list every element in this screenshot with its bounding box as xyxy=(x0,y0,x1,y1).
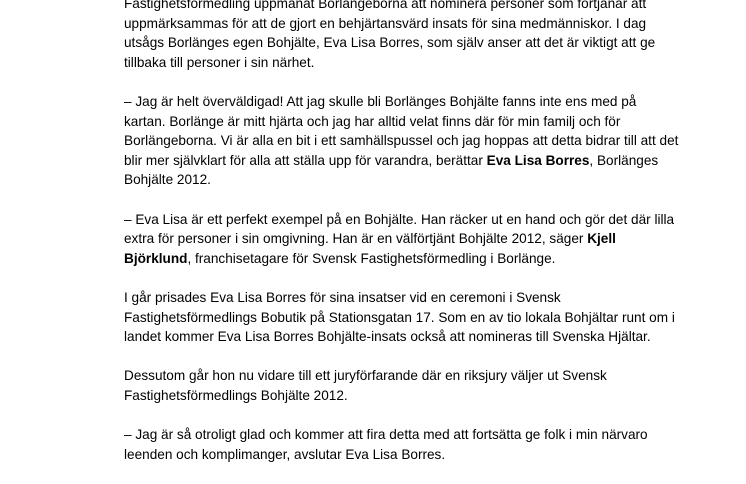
paragraph xyxy=(124,210,675,269)
document-body xyxy=(124,0,679,484)
text-line xyxy=(124,210,675,230)
text-line xyxy=(124,229,644,249)
paragraph xyxy=(124,0,656,72)
text-run: Fastighetsförmedlings Bohjälte 2012. xyxy=(124,387,348,403)
text-run: – Eva Lisa är ett perfekt exempel på en Bohjälte. Han räcker ut en hand och gör det där lilla xyxy=(124,211,675,227)
paragraph xyxy=(124,366,644,405)
text-line xyxy=(124,33,656,53)
text-line xyxy=(124,288,644,308)
text-line xyxy=(124,112,644,132)
text-line xyxy=(124,151,659,171)
text-line xyxy=(124,308,675,328)
text-run: Bohjälte 2012. xyxy=(124,172,211,188)
text-run: tillbaka till personer i sin närhet. xyxy=(124,54,315,70)
text-line xyxy=(124,445,644,465)
text-run: Fastighetsförmedling uppmanat Borlängeborna att nominera personer som förtjänar att xyxy=(124,0,647,11)
text-run: – Jag är helt överväldigad! Att jag skulle bli Borlänges Bohjälte fanns inte ens med på xyxy=(124,93,637,109)
text-run: Dessutom går hon nu vidare till ett juryförfarande där en riksjury väljer ut Svensk xyxy=(124,368,607,384)
text-run: kartan. Borlänge är mitt hjärta och jag har alltid velat finns där för min familj och för xyxy=(124,113,621,129)
paragraph xyxy=(124,288,675,347)
text-run: leenden och komplimanger, avslutar Eva Lisa Borres. xyxy=(124,446,446,462)
text-line xyxy=(124,366,644,386)
paragraph xyxy=(124,425,648,464)
bold-name-text: Eva Lisa Borres xyxy=(486,152,590,168)
text-run: , Borlänges xyxy=(589,152,659,168)
text-line xyxy=(124,53,644,73)
text-line xyxy=(124,386,644,406)
text-line xyxy=(124,249,644,269)
text-line xyxy=(124,0,647,14)
text-run: Fastighetsförmedlings Bobutik på Stationsgatan 17. Som en av tio lokala Bohjältar runt om i xyxy=(124,309,675,325)
text-line xyxy=(124,92,644,112)
text-run: – Jag är så otroligt glad och kommer att fira detta med att fortsätta ge folk i min närvaro xyxy=(124,427,648,443)
text-line xyxy=(124,131,679,151)
text-run: blir mer självklart för alla att ställa upp för varandra, berättar xyxy=(124,152,487,168)
bold-name-text: Björklund xyxy=(124,250,188,266)
text-run: uppmärksammas för att de gjort en behjärtansvärd insats för sina medmänniskor. I dag xyxy=(124,15,647,31)
text-line xyxy=(124,327,651,347)
text-run: extra för personer i sin omgivning. Han är en välförtjänt Bohjälte 2012, säger xyxy=(124,231,588,247)
paragraph xyxy=(124,92,679,190)
text-run: utsågs Borlänges egen Bohjälte, Eva Lisa Borres, som själv anser att det är viktigt att ge xyxy=(124,35,656,51)
text-line xyxy=(124,14,647,34)
text-line xyxy=(124,425,648,445)
bold-name-text: Kjell xyxy=(587,231,616,247)
text-run: I går prisades Eva Lisa Borres för sina insatser vid en ceremoni i Svensk xyxy=(124,289,561,305)
text-line xyxy=(124,170,644,190)
text-run: Borlängeborna. Vi är alla en bit i ett samhällspussel och jag hoppas att detta bidrar till att det xyxy=(124,133,679,149)
text-run: , franchisetagare för Svensk Fastighetsförmedling i Borlänge. xyxy=(187,250,556,266)
text-run: landet kommer Eva Lisa Borres Bohjälte-insats också att nomineras till Svenska Hjältar. xyxy=(124,329,651,345)
